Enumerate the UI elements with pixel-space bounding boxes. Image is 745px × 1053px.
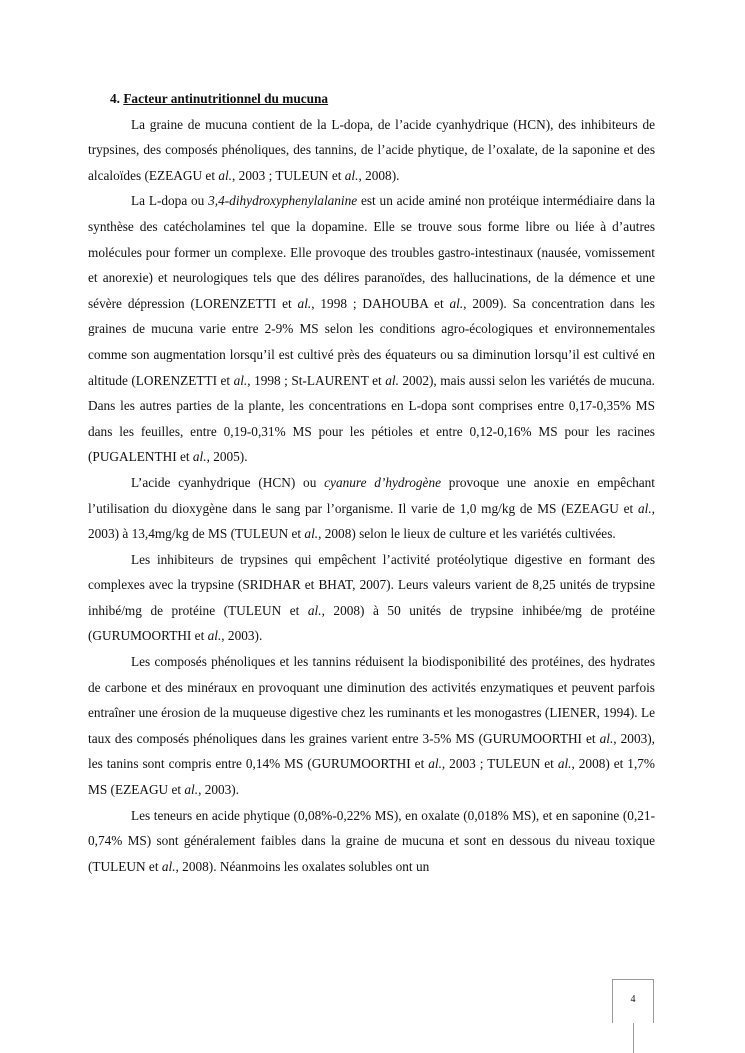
italic-run: al.	[557, 756, 572, 772]
italic-run: al.	[184, 782, 199, 798]
italic-run: al.	[161, 858, 176, 874]
text-run: , 2003).	[198, 782, 240, 798]
italic-run: al.,	[449, 295, 467, 311]
text-run: La L-dopa ou	[131, 193, 209, 209]
text-run: , 2008).	[358, 167, 400, 183]
italic-run: al.	[192, 449, 207, 465]
italic-run: al.	[207, 628, 222, 644]
text-run: Les inhibiteurs de trypsines qui empêchent l’activité protéolytique digestive en formant des complexes avec la trypsine (SRIDHAR et BHAT, 2007). Leurs valeurs varient de 8,25 unités de trypsine inhibé/mg de protéine (TULEUN et	[88, 551, 655, 618]
italic-run: al.	[233, 372, 248, 388]
italic-run: cyanure d’hydrogène	[324, 474, 441, 490]
text-run: , 2003), les tanins sont compris entre 0,14% MS (GURUMOORTHI et	[88, 730, 655, 772]
section-number: 4.	[110, 91, 120, 106]
text-run: est un acide aminé non protéique intermédiaire dans la synthèse des catécholamines tel que la dopamine. Elle se trouve sous forme libre ou liée à d’autres molécules pour former un complexe. Elle provoque des troubles gastro-intestinaux (nausée, vomissement et anorexie) et neurologiques tels que des délires paranoïdes, des hallucinations, de la démence et une sévère dépression (LORENZETTI et	[88, 193, 655, 311]
text-run: , 2008) à 50 unités de trypsine inhibée/mg de protéine (GURUMOORTHI et	[88, 602, 655, 644]
italic-run: al.	[218, 167, 233, 183]
text-run: , 2005).	[206, 449, 248, 465]
text-run: Les teneurs en acide phytique (0,08%-0,22% MS), en oxalate (0,018% MS), et en saponine (0,21-0,74% MS) sont généralement faibles dans la graine de mucuna et sont en dessous du niveau toxique (TULEUN et	[88, 807, 655, 874]
text-run: Les composés phénoliques et les tannins réduisent la biodisponibilité des protéines, des hydrates de carbone et des minéraux en provoquant une diminution des activités enzymatiques et peuvent parfois entraîner une érosion de la muqueuse digestive chez les ruminants et les monogastres (LIENER, 1994). Le taux des composés phénoliques dans les graines varient entre 3-5% MS (GURUMOORTHI et	[88, 654, 655, 746]
page-content	[88, 86, 655, 879]
text-run: , 2008) selon le lieux de culture et les variétés cultivées.	[318, 526, 616, 542]
page-number-rule	[633, 1023, 634, 1053]
page-number: 4	[630, 994, 636, 1005]
text-run: , 1998 ; St-LAURENT et	[247, 372, 386, 388]
text-run: 2002), mais aussi selon les variétés de mucuna. Dans les autres parties de la plante, les concentrations en L-dopa sont comprises entre 0,17-0,35% MS dans les feuilles, entre 0,19-0,31% MS pour les pétioles et entre 0,12-0,16% MS pour les racines (PUGALENTHI et	[88, 372, 655, 465]
text-run: L’acide cyanhydrique (HCN) ou	[131, 474, 325, 490]
paragraph	[88, 188, 655, 470]
text-run: , 2003) à 13,4mg/kg de MS (TULEUN et	[88, 500, 655, 542]
text-run: , 2008) et 1,7% MS (EZEAGU et	[88, 756, 656, 798]
italic-run: 3,4-dihydroxyphenylalanine	[208, 193, 358, 209]
text-run: , 2003).	[221, 628, 263, 644]
section-heading	[110, 86, 655, 112]
italic-run: al.	[638, 500, 652, 516]
text-run: , 2003 ; TULEUN et	[441, 756, 558, 772]
section-title: Facteur antinutritionnel du mucuna	[123, 91, 329, 106]
body-text	[88, 112, 655, 880]
text-run: , 2008). Néanmoins les oxalates solubles ont un	[175, 858, 430, 874]
paragraph	[88, 803, 655, 880]
italic-run: al.	[307, 602, 322, 618]
paragraph	[88, 547, 655, 649]
text-run: La graine de mucuna contient de la L-dopa, de l’acide cyanhydrique (HCN), des inhibiteurs de trypsines, des composés phénoliques, des tannins, de l’acide phytique, de l’oxalate, de la saponine et des alcaloïdes (EZEAGU et	[88, 116, 655, 183]
italic-run: al.	[297, 295, 312, 311]
italic-run: al.	[344, 167, 359, 183]
text-run: , 1998 ; DAHOUBA et	[311, 295, 450, 311]
text-run: , 2003 ; TULEUN et	[232, 167, 345, 183]
text-run: 2009). Sa concentration dans les graines de mucuna varie entre 2-9% MS selon les conditions agro-écologiques et environnementales comme son augmentation lorsqu’il est cultivé près des équateurs ou sa diminution lorsqu’il est cultivé en altitude (LORENZETTI et	[88, 295, 655, 388]
page-number-box	[612, 979, 654, 1023]
paragraph	[88, 112, 655, 189]
paragraph	[88, 649, 655, 803]
text-run: provoque une anoxie en empêchant l’utilisation du dioxygène dans le sang par l’organisme. Il varie de 1,0 mg/kg de MS (EZEAGU et	[88, 474, 655, 516]
italic-run: al.	[599, 730, 614, 746]
paragraph	[88, 470, 655, 547]
italic-run: al.	[428, 756, 442, 772]
italic-run: al.	[304, 526, 319, 542]
italic-run: al.	[385, 372, 399, 388]
